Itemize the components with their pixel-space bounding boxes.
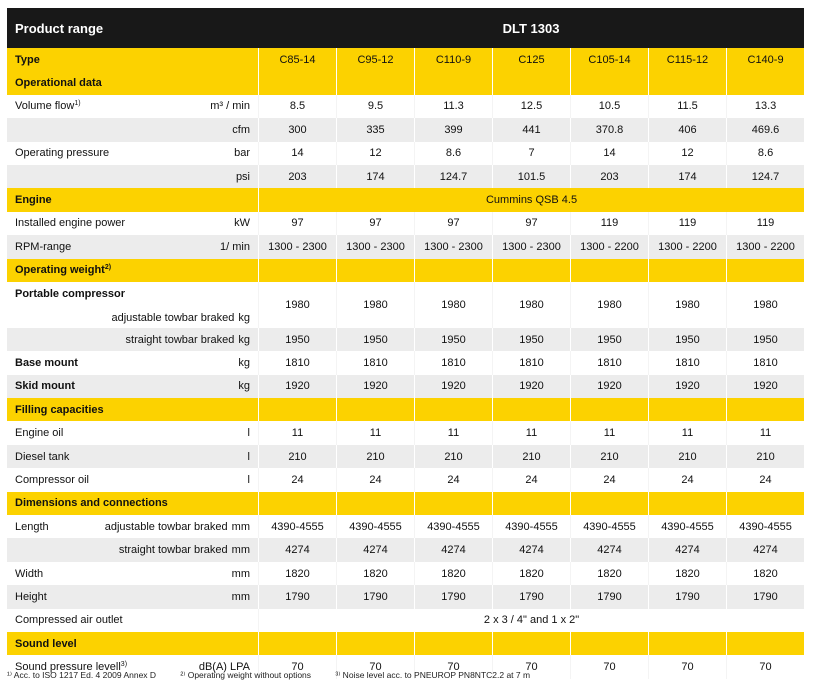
- value-cell: 1820: [570, 562, 648, 585]
- value-cell: 119: [726, 212, 804, 235]
- value-cell: 1810: [492, 351, 570, 374]
- value-cell: 1810: [258, 351, 336, 374]
- row-label: Diesel tank: [15, 450, 70, 463]
- row-label-wrap: [15, 380, 75, 392]
- row-operating-pressure-psi: [7, 165, 804, 188]
- section-cell: [336, 492, 414, 515]
- value-cell: 1950: [492, 328, 570, 351]
- value-cell: 1920: [570, 375, 648, 398]
- value-cell: 4390-4555: [492, 515, 570, 538]
- value-cell: 210: [570, 445, 648, 468]
- section-operational-data: [7, 71, 804, 94]
- value-cell: 97: [492, 212, 570, 235]
- row-label-cell: [7, 421, 258, 444]
- row-sublabel: [126, 334, 250, 346]
- section-cell: [258, 398, 336, 421]
- row-label-cell: [7, 562, 258, 585]
- value-cell: 1820: [726, 562, 804, 585]
- value-cell: 210: [492, 445, 570, 468]
- row-length-adjustable: [7, 515, 804, 538]
- value-cell: 1980: [726, 282, 804, 328]
- row-label: RPM-range: [15, 240, 72, 253]
- section-cell: [492, 632, 570, 655]
- value-cell: 14: [258, 142, 336, 165]
- row-label-wrap: [15, 451, 69, 463]
- value-cell: 70: [336, 655, 414, 678]
- model-code: C110-9: [414, 48, 492, 71]
- row-label: Portable compressor: [15, 287, 126, 300]
- value-cell: 1950: [336, 328, 414, 351]
- value-cell: 1980: [336, 282, 414, 328]
- row-label-cell: [7, 212, 258, 235]
- row-label-wrap: [15, 357, 78, 369]
- row-unit: mm: [231, 567, 250, 580]
- footnote-2: ²⁾ Operating weight without options: [180, 670, 312, 680]
- footnote-ref: 3): [120, 661, 128, 669]
- value-cell: 4390-4555: [414, 515, 492, 538]
- value-cell: 1920: [726, 375, 804, 398]
- section-cell: [726, 259, 804, 282]
- type-row: [7, 48, 804, 71]
- row-unit: kg: [238, 380, 250, 393]
- row-label: Sound pressure levell: [15, 661, 121, 674]
- row-unit: kg: [238, 356, 250, 369]
- row-unit: mm: [231, 544, 250, 557]
- value-cell: 11: [648, 421, 726, 444]
- section-cell: [492, 492, 570, 515]
- value-cell: 70: [726, 655, 804, 678]
- row-sublabel-text: adjustable towbar braked: [111, 311, 235, 324]
- row-height: [7, 585, 804, 608]
- value-cell: 12: [336, 142, 414, 165]
- row-unit: kW: [234, 217, 250, 230]
- section-cell: [258, 632, 336, 655]
- row-unit: bar: [234, 147, 250, 160]
- value-cell: 1950: [414, 328, 492, 351]
- row-portable-straight: [7, 328, 804, 351]
- value-cell: 97: [414, 212, 492, 235]
- row-sublabel: [119, 544, 250, 556]
- row-label-cell: [7, 538, 258, 561]
- row-label-wrap: [15, 288, 125, 300]
- row-label-wrap: [15, 568, 43, 580]
- section-cell: [570, 632, 648, 655]
- value-cell: 24: [414, 468, 492, 491]
- section-cell: [414, 398, 492, 421]
- value-cell: 70: [648, 655, 726, 678]
- footnote-ref: 2): [104, 264, 112, 272]
- value-cell: 1820: [414, 562, 492, 585]
- value-cell: 97: [258, 212, 336, 235]
- value-cell: 8.6: [726, 142, 804, 165]
- value-cell: 1810: [570, 351, 648, 374]
- section-operating-weight: [7, 259, 804, 282]
- outlet-value: 2 x 3 / 4" and 1 x 2": [258, 609, 804, 632]
- section-cell: [336, 259, 414, 282]
- value-cell: 1300 - 2300: [258, 235, 336, 258]
- section-cell: [414, 632, 492, 655]
- value-cell: 1820: [258, 562, 336, 585]
- row-unit: mm: [231, 520, 250, 533]
- row-volume-flow-cfm: [7, 118, 804, 141]
- row-label-wrap: [15, 217, 125, 229]
- value-cell: 24: [570, 468, 648, 491]
- value-cell: 24: [492, 468, 570, 491]
- value-cell: 11: [492, 421, 570, 444]
- section-cell: [258, 259, 336, 282]
- value-cell: 1950: [726, 328, 804, 351]
- value-cell: 124.7: [726, 165, 804, 188]
- value-cell: 1950: [258, 328, 336, 351]
- footnote-1: ¹⁾ Acc. to ISO 1217 Ed. 4 2009 Annex D: [7, 670, 157, 680]
- value-cell: 24: [726, 468, 804, 491]
- value-cell: 4390-4555: [726, 515, 804, 538]
- row-length-straight: [7, 538, 804, 561]
- row-label: Compressor oil: [15, 473, 89, 486]
- row-label: Height: [15, 590, 47, 603]
- section-cell: [414, 259, 492, 282]
- section-cell: [336, 632, 414, 655]
- section-cell: [648, 398, 726, 421]
- value-cell: 11.3: [414, 95, 492, 118]
- value-cell: 8.6: [414, 142, 492, 165]
- value-cell: 4390-4555: [648, 515, 726, 538]
- model-code: C125: [492, 48, 570, 71]
- value-cell: 1790: [570, 585, 648, 608]
- row-unit: l: [247, 473, 250, 486]
- value-cell: 300: [258, 118, 336, 141]
- value-cell: 13.3: [726, 95, 804, 118]
- row-label-cell: [7, 142, 258, 165]
- row-unit: kg: [238, 311, 250, 324]
- row-sublabel-text: straight towbar braked: [125, 333, 235, 346]
- row-diesel-tank: [7, 445, 804, 468]
- footnote-ref: 1): [74, 100, 81, 108]
- row-skid-mount: [7, 375, 804, 398]
- value-cell: 119: [648, 212, 726, 235]
- row-label-wrap: [15, 474, 89, 486]
- row-label: Base mount: [15, 356, 78, 369]
- section-sound-level: [7, 632, 804, 655]
- value-cell: 210: [726, 445, 804, 468]
- row-label: Installed engine power: [15, 217, 126, 230]
- value-cell: 210: [414, 445, 492, 468]
- value-cell: 4274: [570, 538, 648, 561]
- value-cell: 4274: [726, 538, 804, 561]
- value-cell: 1300 - 2200: [570, 235, 648, 258]
- product-range-title: Product range: [7, 8, 258, 48]
- row-label-cell: [7, 515, 258, 538]
- section-cell: [336, 71, 414, 94]
- row-label-cell: [7, 165, 258, 188]
- value-cell: 1300 - 2200: [648, 235, 726, 258]
- row-unit: cfm: [232, 123, 250, 136]
- row-label-cell: [7, 118, 258, 141]
- value-cell: 9.5: [336, 95, 414, 118]
- value-cell: 174: [648, 165, 726, 188]
- row-unit: mm: [231, 590, 250, 603]
- row-compressor-oil: [7, 468, 804, 491]
- section-label: Operational data: [15, 77, 102, 90]
- value-cell: 70: [414, 655, 492, 678]
- model-code: C115-12: [648, 48, 726, 71]
- value-cell: 70: [492, 655, 570, 678]
- section-cell: [648, 492, 726, 515]
- value-cell: 12.5: [492, 95, 570, 118]
- value-cell: 4274: [414, 538, 492, 561]
- value-cell: 14: [570, 142, 648, 165]
- value-cell: 11: [336, 421, 414, 444]
- value-cell: 406: [648, 118, 726, 141]
- value-cell: 335: [336, 118, 414, 141]
- value-cell: 1300 - 2200: [726, 235, 804, 258]
- section-cell: [570, 492, 648, 515]
- row-label: Volume flow: [15, 100, 75, 113]
- value-cell: 1980: [414, 282, 492, 328]
- value-cell: 1810: [414, 351, 492, 374]
- engine-model: Cummins QSB 4.5: [258, 188, 804, 211]
- value-cell: 11: [726, 421, 804, 444]
- row-label: Engine oil: [15, 427, 64, 440]
- value-cell: 174: [336, 165, 414, 188]
- value-cell: 1920: [492, 375, 570, 398]
- row-label-wrap: [15, 241, 71, 253]
- row-label-wrap: [15, 427, 63, 439]
- section-cell: [258, 492, 336, 515]
- value-cell: 1950: [648, 328, 726, 351]
- row-sublabel-text: adjustable towbar braked: [104, 520, 228, 533]
- section-engine: [7, 188, 804, 211]
- row-unit: dB(A) LPA: [198, 661, 250, 674]
- section-title: [7, 492, 258, 515]
- value-cell: 4274: [258, 538, 336, 561]
- section-cell: [492, 398, 570, 421]
- section-dimensions: [7, 492, 804, 515]
- row-label: Compressed air outlet: [15, 614, 123, 627]
- value-cell: 4274: [492, 538, 570, 561]
- value-cell: 1300 - 2300: [336, 235, 414, 258]
- value-cell: 1980: [570, 282, 648, 328]
- section-cell: [726, 492, 804, 515]
- value-cell: 1790: [336, 585, 414, 608]
- value-cell: 4390-4555: [258, 515, 336, 538]
- value-cell: 1920: [258, 375, 336, 398]
- section-cell: [648, 71, 726, 94]
- row-unit: 1/ min: [220, 240, 250, 253]
- model-code: C105-14: [570, 48, 648, 71]
- row-label-cell: [7, 445, 258, 468]
- section-cell: [336, 398, 414, 421]
- section-title: [7, 259, 258, 282]
- value-cell: 1810: [726, 351, 804, 374]
- value-cell: 1790: [492, 585, 570, 608]
- section-cell: [492, 259, 570, 282]
- series-title: DLT 1303: [258, 8, 804, 48]
- value-cell: 1820: [336, 562, 414, 585]
- section-label: Sound level: [15, 637, 77, 650]
- row-label-cell: [7, 375, 258, 398]
- product-range-table: [7, 8, 804, 679]
- row-label: Length: [15, 520, 49, 533]
- footnotes: [7, 670, 552, 681]
- section-cell: [726, 398, 804, 421]
- row-operating-pressure-bar: [7, 142, 804, 165]
- model-code: C140-9: [726, 48, 804, 71]
- section-title: [7, 71, 258, 94]
- section-cell: [258, 71, 336, 94]
- row-volume-flow-m3: [7, 95, 804, 118]
- value-cell: 1790: [726, 585, 804, 608]
- section-title: [7, 632, 258, 655]
- row-engine-oil: [7, 421, 804, 444]
- value-cell: 119: [570, 212, 648, 235]
- value-cell: 8.5: [258, 95, 336, 118]
- value-cell: 1950: [570, 328, 648, 351]
- value-cell: 441: [492, 118, 570, 141]
- value-cell: 97: [336, 212, 414, 235]
- row-label-cell: [7, 585, 258, 608]
- value-cell: 10.5: [570, 95, 648, 118]
- section-cell: [414, 492, 492, 515]
- value-cell: 203: [570, 165, 648, 188]
- section-label: Operating weight: [15, 264, 105, 277]
- row-label-cell: [7, 235, 258, 258]
- row-label-cell: [7, 328, 258, 351]
- value-cell: 210: [648, 445, 726, 468]
- value-cell: 1980: [648, 282, 726, 328]
- row-label: Skid mount: [15, 380, 75, 393]
- row-label-wrap: [15, 100, 81, 112]
- value-cell: 124.7: [414, 165, 492, 188]
- value-cell: 11: [570, 421, 648, 444]
- section-cell: [570, 259, 648, 282]
- row-sublabel: [105, 521, 250, 533]
- value-cell: 4390-4555: [336, 515, 414, 538]
- value-cell: 1810: [648, 351, 726, 374]
- row-label-cell: [7, 468, 258, 491]
- value-cell: 1790: [648, 585, 726, 608]
- row-label-cell: [7, 609, 258, 632]
- value-cell: 1300 - 2300: [492, 235, 570, 258]
- value-cell: 70: [258, 655, 336, 678]
- row-label-cell: [7, 351, 258, 374]
- value-cell: 1920: [336, 375, 414, 398]
- value-cell: 11: [258, 421, 336, 444]
- row-label-wrap: [15, 147, 109, 159]
- row-label: Width: [15, 567, 44, 580]
- row-sublabel: [111, 312, 250, 324]
- value-cell: 4274: [648, 538, 726, 561]
- row-base-mount: [7, 351, 804, 374]
- row-label-cell: [7, 282, 258, 328]
- row-width: [7, 562, 804, 585]
- value-cell: 1920: [648, 375, 726, 398]
- row-compressed-air-outlet: [7, 609, 804, 632]
- value-cell: 469.6: [726, 118, 804, 141]
- value-cell: 101.5: [492, 165, 570, 188]
- section-cell: [648, 632, 726, 655]
- value-cell: 12: [648, 142, 726, 165]
- footnote-3: ³⁾ Noise level acc. to PNEUROP PN8NTC2.2 at 7 m: [335, 670, 531, 680]
- header-row: [7, 8, 804, 48]
- value-cell: 1810: [336, 351, 414, 374]
- row-label-wrap: [15, 591, 47, 603]
- value-cell: 1300 - 2300: [414, 235, 492, 258]
- row-unit: l: [247, 427, 250, 440]
- value-cell: 4390-4555: [570, 515, 648, 538]
- row-unit: m³ / min: [210, 100, 250, 113]
- row-engine-power: [7, 212, 804, 235]
- section-label: Dimensions and connections: [15, 497, 168, 510]
- value-cell: 7: [492, 142, 570, 165]
- value-cell: 399: [414, 118, 492, 141]
- section-cell: [570, 71, 648, 94]
- value-cell: 210: [336, 445, 414, 468]
- section-title: Engine: [7, 188, 258, 211]
- value-cell: 1980: [258, 282, 336, 328]
- value-cell: 11: [414, 421, 492, 444]
- section-title: [7, 398, 258, 421]
- row-label-wrap: [15, 521, 49, 533]
- section-cell: [414, 71, 492, 94]
- value-cell: 210: [258, 445, 336, 468]
- model-code: C85-14: [258, 48, 336, 71]
- row-label-cell: [7, 95, 258, 118]
- section-cell: [492, 71, 570, 94]
- value-cell: 203: [258, 165, 336, 188]
- section-label: Filling capacities: [15, 403, 104, 416]
- row-sublabel-text: straight towbar braked: [118, 544, 228, 557]
- value-cell: 4274: [336, 538, 414, 561]
- value-cell: 1980: [492, 282, 570, 328]
- value-cell: 1790: [414, 585, 492, 608]
- section-cell: [726, 632, 804, 655]
- row-unit: l: [247, 450, 250, 463]
- section-cell: [570, 398, 648, 421]
- value-cell: 24: [258, 468, 336, 491]
- section-cell: [648, 259, 726, 282]
- type-label: Type: [7, 48, 258, 71]
- model-code: C95-12: [336, 48, 414, 71]
- value-cell: 24: [648, 468, 726, 491]
- value-cell: 1790: [258, 585, 336, 608]
- value-cell: 24: [336, 468, 414, 491]
- value-cell: 11.5: [648, 95, 726, 118]
- value-cell: 370.8: [570, 118, 648, 141]
- value-cell: 1820: [648, 562, 726, 585]
- row-unit: psi: [235, 170, 250, 183]
- row-rpm-range: [7, 235, 804, 258]
- value-cell: 1820: [492, 562, 570, 585]
- section-filling-capacities: [7, 398, 804, 421]
- row-label: Operating pressure: [15, 147, 110, 160]
- section-cell: [726, 71, 804, 94]
- row-unit: kg: [238, 333, 250, 346]
- value-cell: 1920: [414, 375, 492, 398]
- row-portable-adjustable: [7, 282, 804, 328]
- value-cell: 70: [570, 655, 648, 678]
